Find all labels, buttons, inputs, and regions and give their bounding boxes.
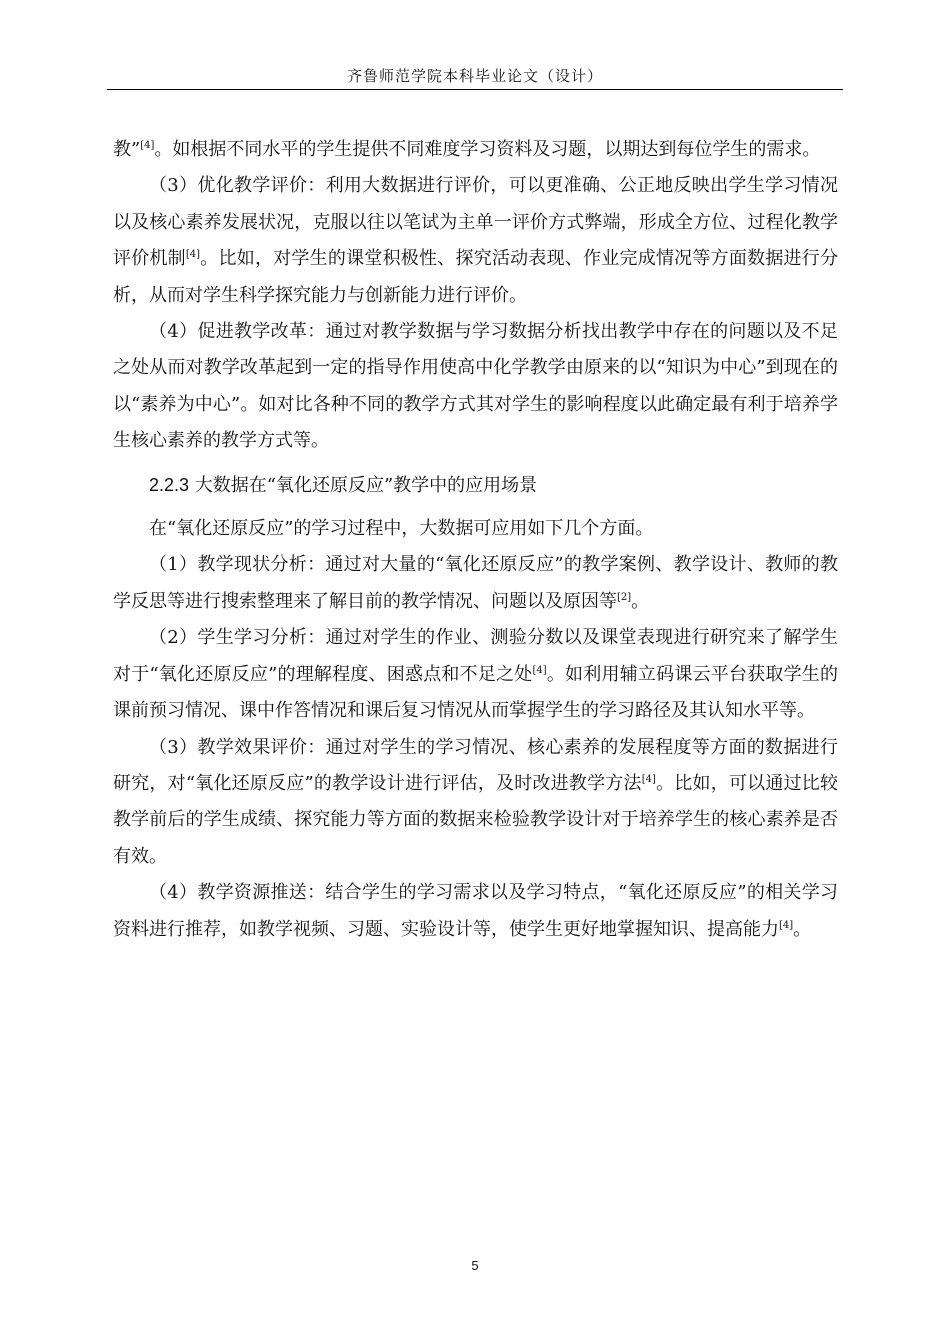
paragraph-text: （4）教学资源推送：结合学生的学习需求以及学习特点，“氧化还原反应”的相关学习资料进行推荐，如教学视频、习题、实验设计等，使学生更好地掌握知识、提高能力	[113, 882, 838, 940]
citation-ref: [4]	[641, 773, 656, 785]
paragraph-reform	[113, 314, 838, 460]
page-number: 5	[471, 1258, 479, 1273]
citation-ref: [4]	[140, 140, 155, 151]
page-header	[107, 64, 843, 88]
paragraph-text: 。	[631, 590, 650, 612]
paragraph-evaluation	[113, 168, 838, 314]
paragraph-learning-analysis	[113, 620, 838, 729]
header-divider	[107, 89, 843, 90]
header-title: 齐鲁师范学院本科毕业论文（设计）	[346, 67, 603, 85]
paragraph-text: 。	[793, 918, 812, 940]
paragraph-text: （2）学生学习分析：通过对学生的作业、测验分数以及课堂表现进行研究来了解学生对于“氧化还原反应”的理解程度、困惑点和不足之处	[113, 627, 838, 685]
paragraph-text: 。如利用辅立码课云平台获取学生的课前预习情况、课中作答情况和课后复习情况从而掌握学生的学习路径及其认知水平等。	[113, 663, 839, 722]
paragraph-continuation	[113, 132, 838, 168]
paragraph-text: 在“氧化还原反应”的学习过程中，大数据可应用如下几个方面。	[149, 518, 654, 540]
paragraph-text: 教”	[113, 139, 141, 160]
paragraph-status-analysis	[113, 547, 838, 620]
paragraph-text: 。如根据不同水平的学生提供不同难度学习资料及习题，以期达到每位学生的需求。	[154, 139, 821, 160]
section-number: 2.2.3	[149, 474, 190, 495]
paragraph-text: 。比如，可以通过比较教学前后的学生成绩、探究能力等方面的数据来检验教学设计对于培养学生的核心素养是否有效。	[113, 772, 838, 867]
paragraph-text: 。比如，对学生的课堂积极性、探究活动表现、作业完成情况等方面数据进行分析，从而对学生科学探究能力与创新能力进行评价。	[113, 248, 838, 306]
paragraph-resource-push	[113, 875, 838, 948]
citation-ref: [2]	[617, 591, 632, 603]
section-heading	[113, 467, 838, 504]
paragraph-text: （3）优化教学评价：利用大数据进行评价，可以更准确、公正地反映出学生学习情况以及核心素养发展状况，克服以往以笔试为主单一评价方式弊端，形成全方位、过程化教学评价机制	[113, 175, 838, 270]
paragraph-text: （3）教学效果评价：通过对学生的学习情况、核心素养的发展程度等方面的数据进行研究，对“氧化还原反应”的教学设计进行评估，及时改进教学方法	[113, 736, 838, 794]
citation-ref: [4]	[185, 249, 201, 261]
section-title: 大数据在“氧化还原反应”教学中的应用场景	[194, 474, 538, 496]
paragraph-effect-evaluation	[113, 730, 838, 876]
document-body	[113, 132, 838, 948]
paragraph-intro	[113, 511, 838, 547]
paragraph-text: （4）促进教学改革：通过对教学数据与学习数据分析找出教学中存在的问题以及不足之处从而对教学改革起到一定的指导作用使高中化学教学由原来的以“知识为中心”到现在的以“素养为中心”。如对比各种不同的教学方式其对学生的影响程度以此确定最有利于培养学生核心素养的教学方式等。	[113, 321, 838, 452]
citation-ref: [4]	[779, 919, 794, 931]
citation-ref: [4]	[532, 664, 547, 676]
paragraph-text: （1）教学现状分析：通过对大量的“氧化还原反应”的教学案例、教学设计、教师的教学反思等进行搜索整理来了解目前的教学情况、问题以及原因等	[113, 554, 838, 612]
